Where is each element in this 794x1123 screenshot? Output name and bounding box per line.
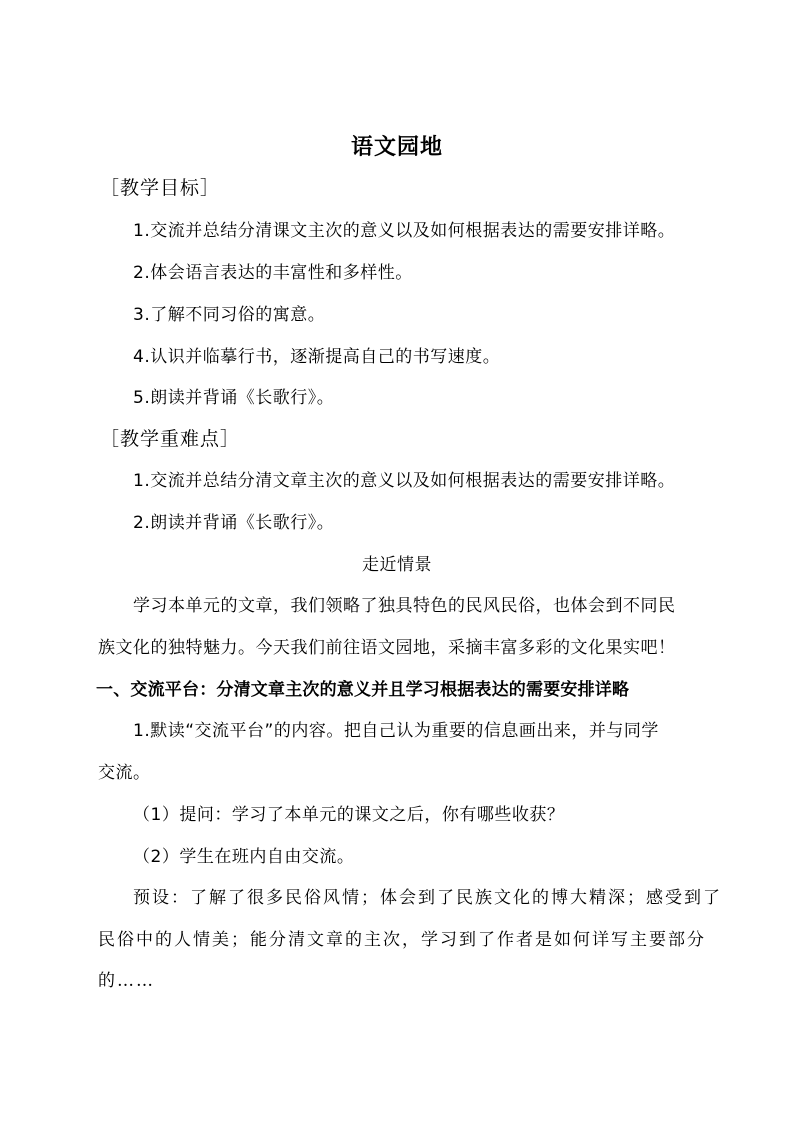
- part1-preset-line-2: 民俗中的人情美；能分清文章的主次，学习到了作者是如何详写主要部分: [98, 930, 706, 950]
- page-title: 语文园地: [350, 135, 443, 160]
- goal-item-4: 4.认识并临摹行书，逐渐提高自己的书写速度。: [133, 347, 501, 367]
- goal-item-1: 1.交流并总结分清课文主次的意义以及如何根据表达的需要安排详略。: [133, 221, 676, 241]
- intro-line-1: 学习本单元的文章，我们领略了独具特色的民风民俗，也体会到不同民: [133, 596, 676, 616]
- part1-heading: 一、交流平台：分清文章主次的意义并且学习根据表达的需要安排详略: [96, 680, 630, 700]
- part1-step1-line-1: 1.默读“交流平台”的内容。把自己认为重要的信息画出来，并与同学: [133, 721, 659, 741]
- key-points-heading: ［教学重难点］: [100, 428, 241, 450]
- part1-preset-line-1: 预设：了解了很多民俗风情；体会到了民族文化的博大精深；感受到了: [133, 888, 722, 908]
- intro-heading: 走近情景: [362, 555, 432, 575]
- part1-question-2: （2）学生在班内自由交流。: [133, 847, 355, 867]
- key-point-item-1: 1.交流并总结分清文章主次的意义以及如何根据表达的需要安排详略。: [133, 471, 676, 491]
- intro-line-2: 族文化的独特魅力。今天我们前往语文园地，采摘丰富多彩的文化果实吧！: [98, 638, 676, 658]
- key-point-item-2: 2.朗读并背诵《长歌行》。: [133, 513, 335, 533]
- part1-step1-line-2: 交流。: [98, 763, 151, 783]
- goal-item-2: 2.体会语言表达的丰富性和多样性。: [133, 263, 413, 283]
- goal-item-3: 3.了解不同习俗的寓意。: [133, 305, 326, 325]
- part1-question-1: （1）提问：学习了本单元的课文之后，你有哪些收获？: [133, 805, 565, 825]
- part1-preset-line-3: 的……: [98, 971, 155, 991]
- goal-item-5: 5.朗读并背诵《长歌行》。: [133, 388, 335, 408]
- goals-heading: ［教学目标］: [100, 177, 221, 199]
